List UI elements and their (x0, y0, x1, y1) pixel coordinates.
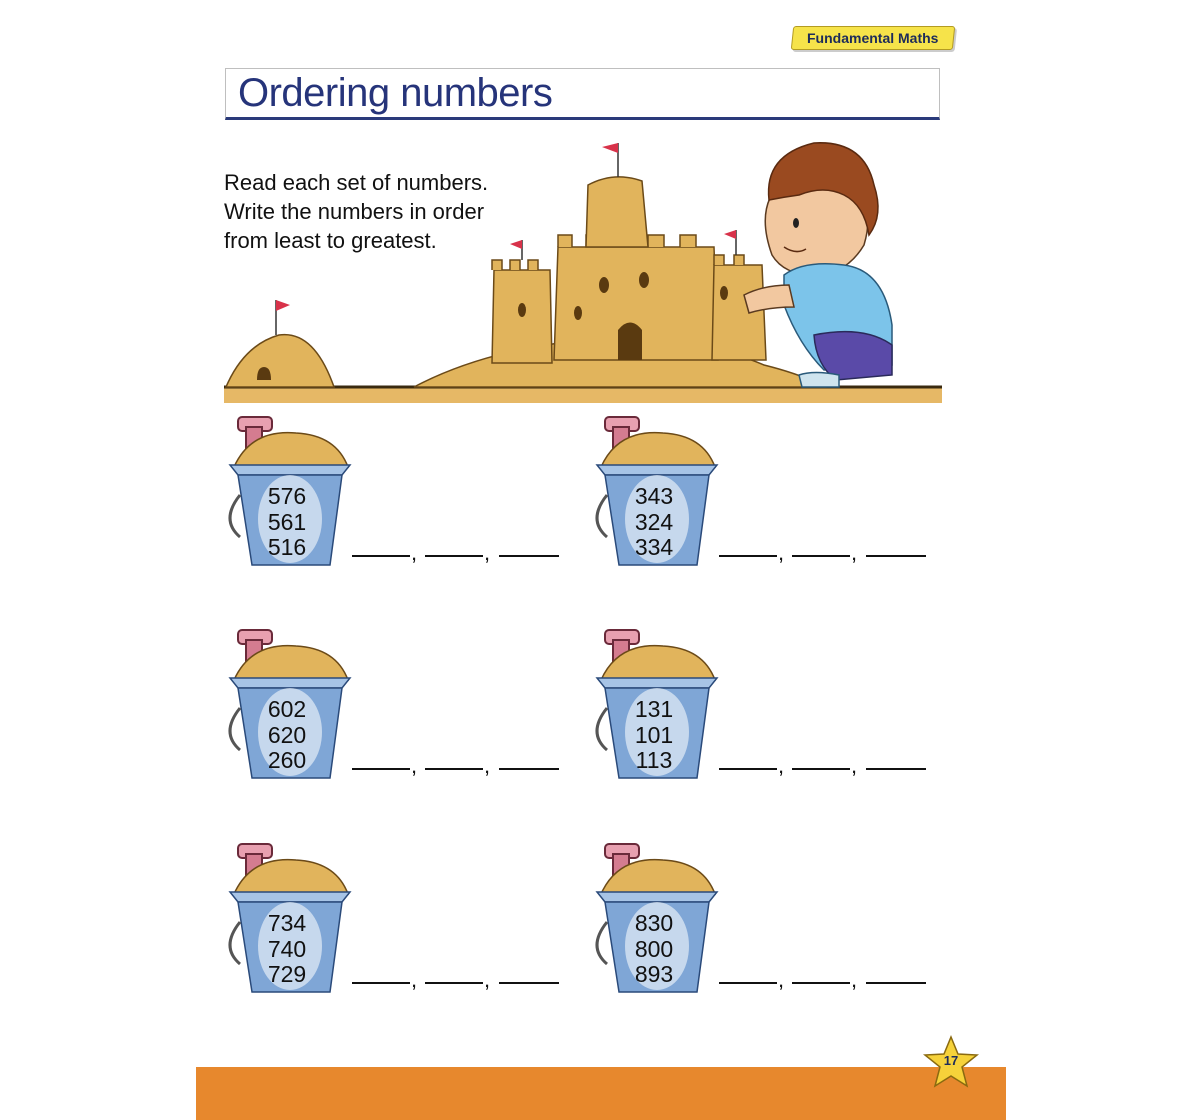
instructions (224, 168, 554, 255)
comma: , (851, 753, 858, 778)
number-value: 516 (267, 534, 307, 560)
answer-blank[interactable] (866, 555, 926, 557)
answer-blank[interactable] (499, 982, 559, 984)
comma: , (411, 540, 418, 565)
comma: , (778, 967, 785, 992)
answer-blank[interactable] (425, 982, 483, 984)
comma: , (411, 753, 418, 778)
number-value: 131 (634, 696, 674, 722)
number-value: 324 (634, 509, 674, 535)
footer-bar (196, 1067, 1006, 1120)
series-label: Fundamental Maths (807, 30, 939, 46)
comma: , (851, 967, 858, 992)
castle-central-tower (586, 177, 648, 247)
number-value: 893 (634, 961, 674, 987)
answer-blank[interactable] (792, 982, 850, 984)
number-value: 101 (634, 722, 674, 748)
answer-blank[interactable] (866, 982, 926, 984)
number-value: 343 (634, 483, 674, 509)
small-sand-mound (226, 335, 334, 387)
answer-blank[interactable] (719, 982, 777, 984)
answer-blank[interactable] (352, 768, 410, 770)
page-number: 17 (943, 1053, 959, 1068)
flag-icon (602, 143, 618, 153)
number-value: 734 (267, 910, 307, 936)
comma: , (484, 540, 491, 565)
number-value: 830 (634, 910, 674, 936)
series-badge (791, 26, 956, 50)
comma: , (778, 753, 785, 778)
comma: , (484, 753, 491, 778)
instruction-line: from least to greatest. (224, 228, 437, 253)
answer-blank[interactable] (425, 555, 483, 557)
instruction-line: Read each set of numbers. (224, 170, 489, 195)
answer-blank[interactable] (719, 768, 777, 770)
answer-blank[interactable] (499, 768, 559, 770)
answer-blank[interactable] (792, 555, 850, 557)
comma: , (778, 540, 785, 565)
flag-icon (276, 300, 290, 311)
answer-blank[interactable] (352, 982, 410, 984)
number-value: 334 (634, 534, 674, 560)
answer-blank[interactable] (792, 768, 850, 770)
number-value: 729 (267, 961, 307, 987)
comma: , (851, 540, 858, 565)
page-title: Ordering numbers (238, 71, 553, 115)
number-value: 740 (267, 936, 307, 962)
number-value: 561 (267, 509, 307, 535)
number-value: 602 (267, 696, 307, 722)
number-value: 800 (634, 936, 674, 962)
title-box (225, 68, 940, 120)
answer-blank[interactable] (866, 768, 926, 770)
answer-blank[interactable] (425, 768, 483, 770)
comma: , (484, 967, 491, 992)
answer-blank[interactable] (719, 555, 777, 557)
number-value: 576 (267, 483, 307, 509)
answer-blank[interactable] (352, 555, 410, 557)
instruction-line: Write the numbers in order (224, 199, 485, 224)
flag-icon (724, 230, 736, 239)
number-value: 260 (267, 747, 307, 773)
castle-door (618, 323, 642, 361)
number-value: 620 (267, 722, 307, 748)
answer-blank[interactable] (499, 555, 559, 557)
comma: , (411, 967, 418, 992)
beach-sand (224, 387, 942, 403)
number-value: 113 (635, 747, 673, 773)
